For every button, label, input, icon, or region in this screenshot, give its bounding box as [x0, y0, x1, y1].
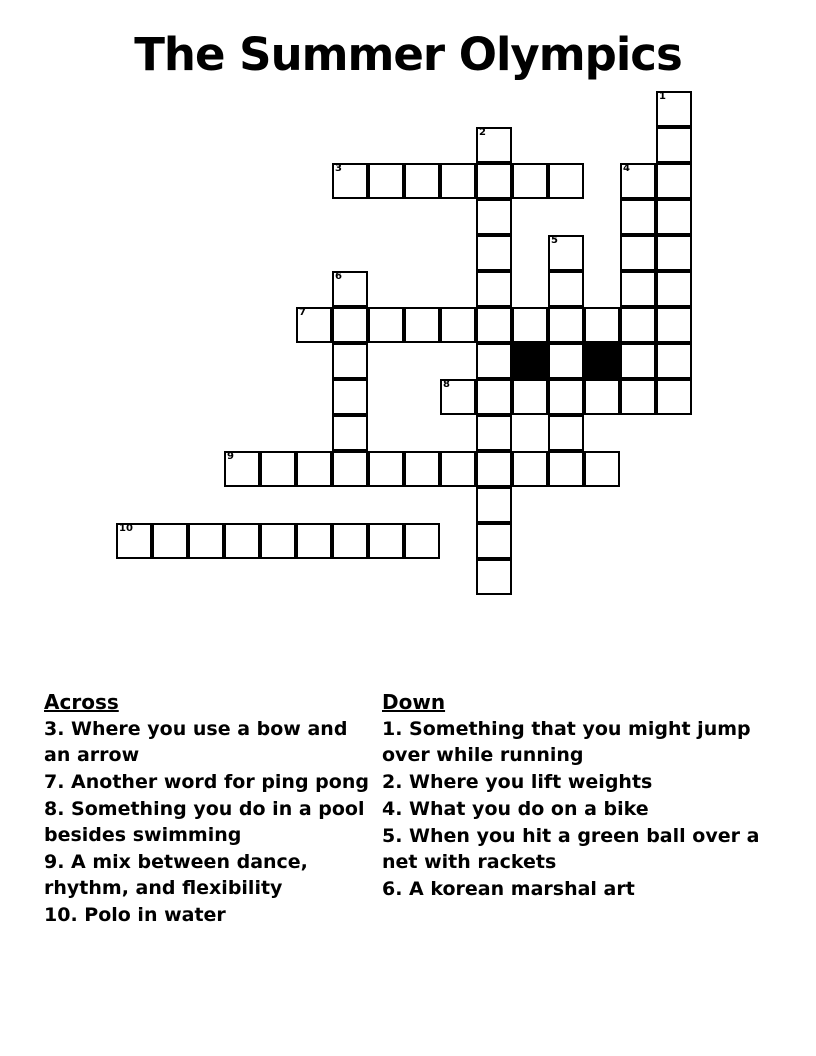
clue-item: 3. Where you use a bow and an arrow — [44, 718, 348, 766]
grid-cell[interactable] — [332, 415, 368, 451]
clue-item: 5. When you hit a green ball over a net with rackets — [382, 825, 760, 873]
grid-cell[interactable] — [512, 451, 548, 487]
clue-item: 6. A korean marshal art — [382, 878, 635, 900]
grid-cell[interactable] — [476, 307, 512, 343]
crossword-grid — [0, 91, 816, 621]
grid-cell[interactable] — [656, 199, 692, 235]
grid-cell[interactable] — [476, 559, 512, 595]
grid-cell[interactable] — [152, 523, 188, 559]
grid-block — [584, 343, 620, 379]
grid-cell[interactable] — [476, 415, 512, 451]
grid-cell-number: 7 — [299, 307, 306, 318]
down-heading: Down — [382, 690, 446, 714]
grid-cell[interactable] — [620, 307, 656, 343]
grid-cell[interactable] — [548, 415, 584, 451]
grid-cell[interactable] — [296, 451, 332, 487]
clue-item: 4. What you do on a bike — [382, 798, 649, 820]
grid-cell[interactable] — [656, 91, 692, 127]
grid-block — [512, 343, 548, 379]
grid-cell[interactable] — [332, 163, 368, 199]
grid-cell[interactable] — [368, 307, 404, 343]
grid-cell[interactable] — [404, 307, 440, 343]
grid-cell[interactable] — [656, 271, 692, 307]
grid-cell[interactable] — [584, 307, 620, 343]
grid-cell-number: 2 — [479, 127, 486, 138]
grid-cell[interactable] — [404, 451, 440, 487]
grid-cell[interactable] — [404, 163, 440, 199]
grid-cell[interactable] — [548, 235, 584, 271]
grid-cell[interactable] — [584, 379, 620, 415]
grid-cell[interactable] — [548, 343, 584, 379]
grid-cell[interactable] — [656, 343, 692, 379]
clue-item: 7. Another word for ping pong — [44, 771, 369, 793]
grid-cell[interactable] — [620, 235, 656, 271]
grid-cell[interactable] — [620, 379, 656, 415]
grid-cell[interactable] — [332, 343, 368, 379]
grid-cell[interactable] — [404, 523, 440, 559]
clue-item: 10. Polo in water — [44, 904, 226, 926]
grid-cell[interactable] — [476, 379, 512, 415]
grid-cell[interactable] — [656, 307, 692, 343]
grid-cell[interactable] — [440, 379, 476, 415]
grid-cell[interactable] — [548, 307, 584, 343]
grid-cell[interactable] — [656, 127, 692, 163]
grid-cell[interactable] — [476, 271, 512, 307]
clues-section — [0, 690, 816, 929]
grid-cell-number: 5 — [551, 235, 558, 246]
grid-cell[interactable] — [296, 307, 332, 343]
clue-item: 2. Where you lift weights — [382, 771, 653, 793]
clue-item: 1. Something that you might jump over while running — [382, 718, 751, 766]
grid-cell[interactable] — [656, 379, 692, 415]
grid-cell[interactable] — [476, 343, 512, 379]
grid-cell[interactable] — [224, 451, 260, 487]
page-title: The Summer Olympics — [134, 28, 682, 81]
grid-cell[interactable] — [332, 379, 368, 415]
grid-cell[interactable] — [548, 163, 584, 199]
grid-cell[interactable] — [188, 523, 224, 559]
grid-cell[interactable] — [512, 307, 548, 343]
grid-cell[interactable] — [476, 235, 512, 271]
grid-cell[interactable] — [476, 487, 512, 523]
grid-cell[interactable] — [548, 451, 584, 487]
grid-cell[interactable] — [296, 523, 332, 559]
grid-cell[interactable] — [332, 451, 368, 487]
grid-cell[interactable] — [116, 523, 152, 559]
grid-cell-number: 9 — [227, 451, 234, 462]
clue-item: 8. Something you do in a pool besides swimming — [44, 798, 365, 846]
grid-cell[interactable] — [620, 163, 656, 199]
grid-cell-number: 10 — [119, 523, 133, 534]
grid-cell[interactable] — [260, 523, 296, 559]
grid-cell[interactable] — [476, 451, 512, 487]
grid-cell[interactable] — [512, 163, 548, 199]
grid-cell[interactable] — [368, 163, 404, 199]
grid-cell[interactable] — [656, 163, 692, 199]
grid-cell[interactable] — [476, 163, 512, 199]
grid-cell-number: 1 — [659, 91, 666, 102]
grid-cell[interactable] — [656, 235, 692, 271]
grid-cell-number: 4 — [623, 163, 630, 174]
down-clues-column — [370, 690, 770, 929]
grid-cell[interactable] — [332, 307, 368, 343]
grid-cell[interactable] — [368, 451, 404, 487]
grid-cell[interactable] — [512, 379, 548, 415]
grid-cell[interactable] — [224, 523, 260, 559]
grid-cell[interactable] — [620, 199, 656, 235]
across-clues-column — [0, 690, 370, 929]
grid-cell[interactable] — [476, 127, 512, 163]
clue-item: 9. A mix between dance, rhythm, and flexibility — [44, 851, 308, 899]
grid-cell[interactable] — [548, 379, 584, 415]
grid-cell-number: 6 — [335, 271, 342, 282]
grid-cell[interactable] — [440, 451, 476, 487]
grid-cell-number: 3 — [335, 163, 342, 174]
across-heading: Across — [44, 690, 119, 714]
grid-cell[interactable] — [476, 199, 512, 235]
grid-cell[interactable] — [548, 271, 584, 307]
grid-cell-number: 8 — [443, 379, 450, 390]
grid-cell[interactable] — [332, 523, 368, 559]
grid-cell[interactable] — [620, 271, 656, 307]
grid-cell[interactable] — [440, 163, 476, 199]
grid-cell[interactable] — [368, 523, 404, 559]
grid-cell[interactable] — [620, 343, 656, 379]
grid-cell[interactable] — [332, 271, 368, 307]
grid-cell[interactable] — [584, 451, 620, 487]
grid-cell[interactable] — [476, 523, 512, 559]
grid-cell[interactable] — [440, 307, 476, 343]
grid-cell[interactable] — [260, 451, 296, 487]
